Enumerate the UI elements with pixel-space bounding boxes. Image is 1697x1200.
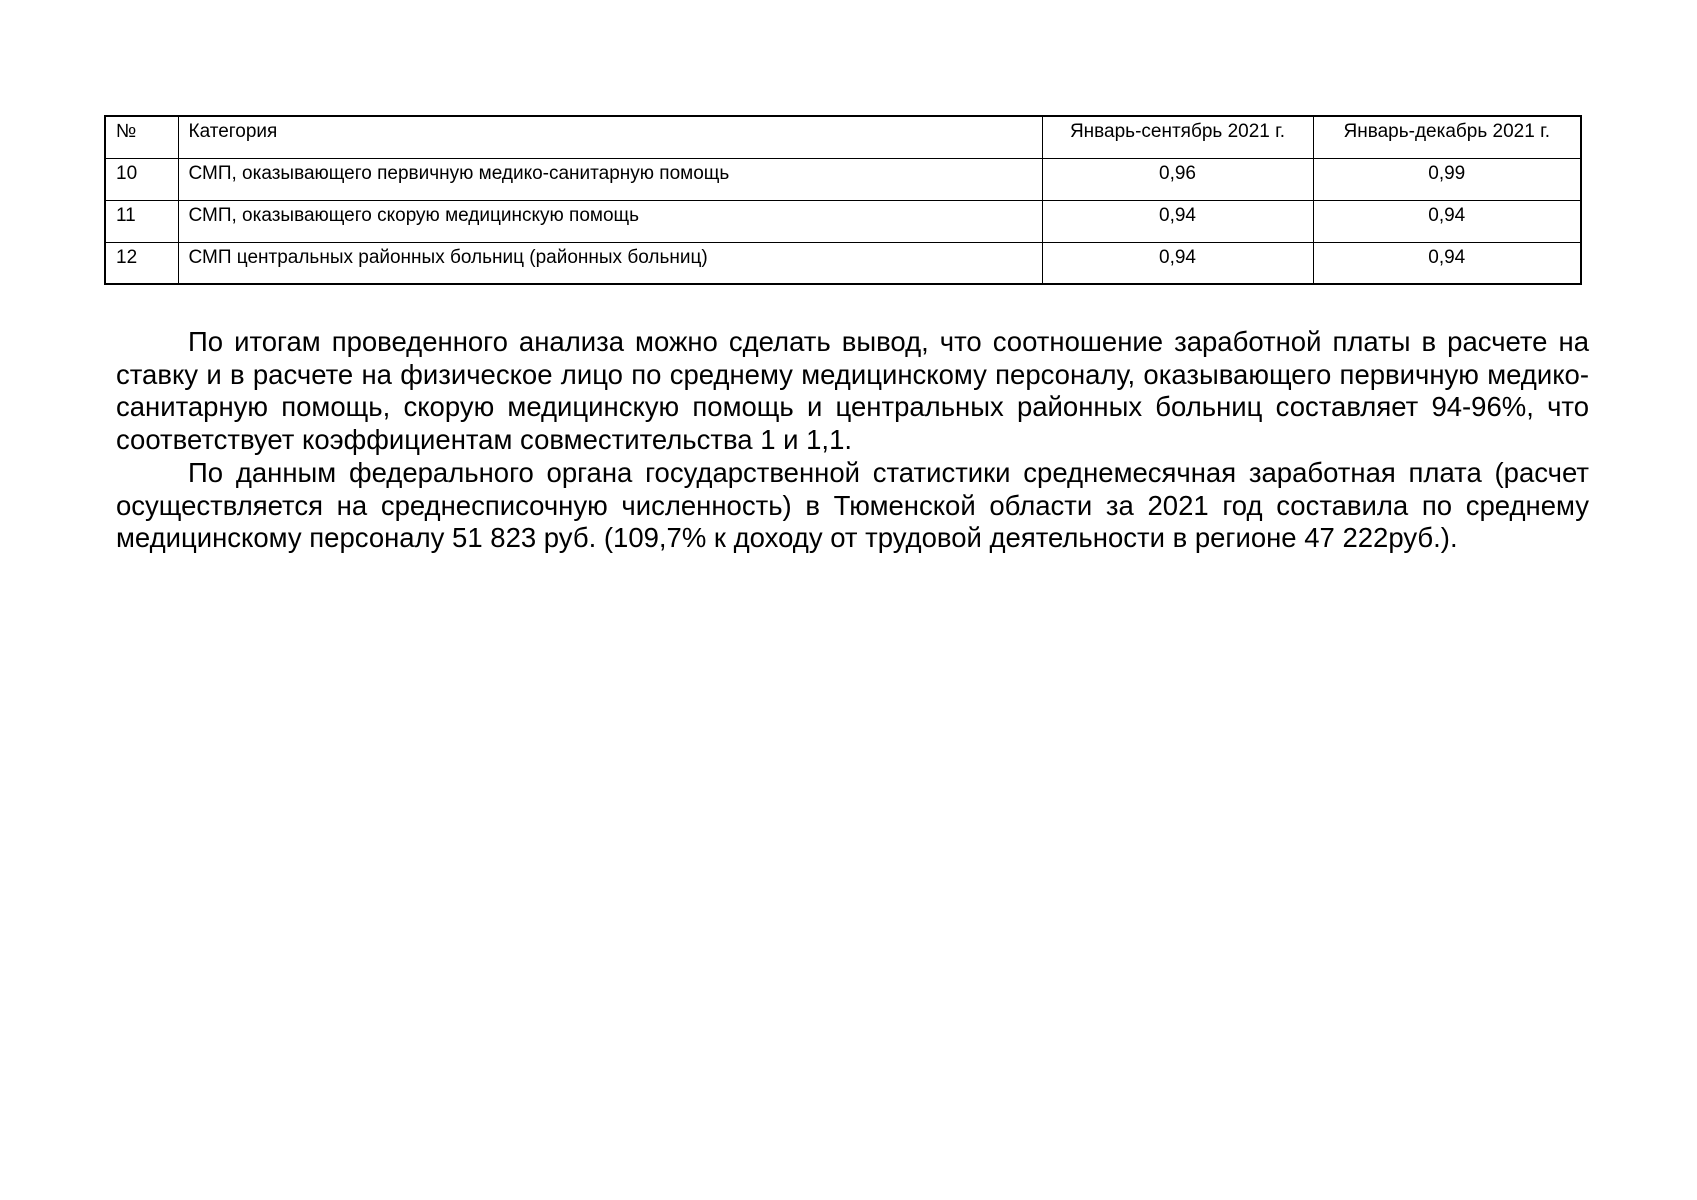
ratio-table bbox=[104, 115, 1582, 285]
row-category: СМП, оказывающего скорую медицинскую помощь bbox=[178, 200, 1042, 242]
row-period-2-value: 0,99 bbox=[1313, 158, 1581, 200]
row-period-2-value: 0,94 bbox=[1313, 200, 1581, 242]
header-category: Категория bbox=[178, 116, 1042, 158]
row-period-1-value: 0,96 bbox=[1042, 158, 1313, 200]
row-period-1-value: 0,94 bbox=[1042, 200, 1313, 242]
row-period-1-value: 0,94 bbox=[1042, 242, 1313, 284]
table-header-row bbox=[105, 116, 1581, 158]
body-text bbox=[116, 326, 1589, 555]
row-period-2-value: 0,94 bbox=[1313, 242, 1581, 284]
table-row bbox=[105, 158, 1581, 200]
row-num: 10 bbox=[105, 158, 178, 200]
row-num: 11 bbox=[105, 200, 178, 242]
row-num: 12 bbox=[105, 242, 178, 284]
header-num: № bbox=[105, 116, 178, 158]
header-period-1: Январь-сентябрь 2021 г. bbox=[1042, 116, 1313, 158]
paragraph-analysis: По итогам проведенного анализа можно сделать вывод, что соотношение заработной платы в расчете на ставку и в расчете на физическое лицо по среднему медицинскому персоналу, оказывающего первичную медико-санитарную помощь, скорую медицинскую помощь и центральных районных больниц составляет 94-96%, что соответствует коэффициентам совместительства 1 и 1,1. bbox=[116, 326, 1589, 456]
table-row bbox=[105, 200, 1581, 242]
header-period-2: Январь-декабрь 2021 г. bbox=[1313, 116, 1581, 158]
paragraph-statistics: По данным федерального органа государственной статистики среднемесячная заработная плата (расчет осуществляется на среднесписочную численность) в Тюменской области за 2021 год составила по среднему медицинскому персоналу 51 823 руб. (109,7% к доходу от трудовой деятельности в регионе 47 222руб.). bbox=[116, 456, 1589, 554]
table-row bbox=[105, 242, 1581, 284]
row-category: СМП, оказывающего первичную медико-санитарную помощь bbox=[178, 158, 1042, 200]
row-category: СМП центральных районных больниц (районных больниц) bbox=[178, 242, 1042, 284]
